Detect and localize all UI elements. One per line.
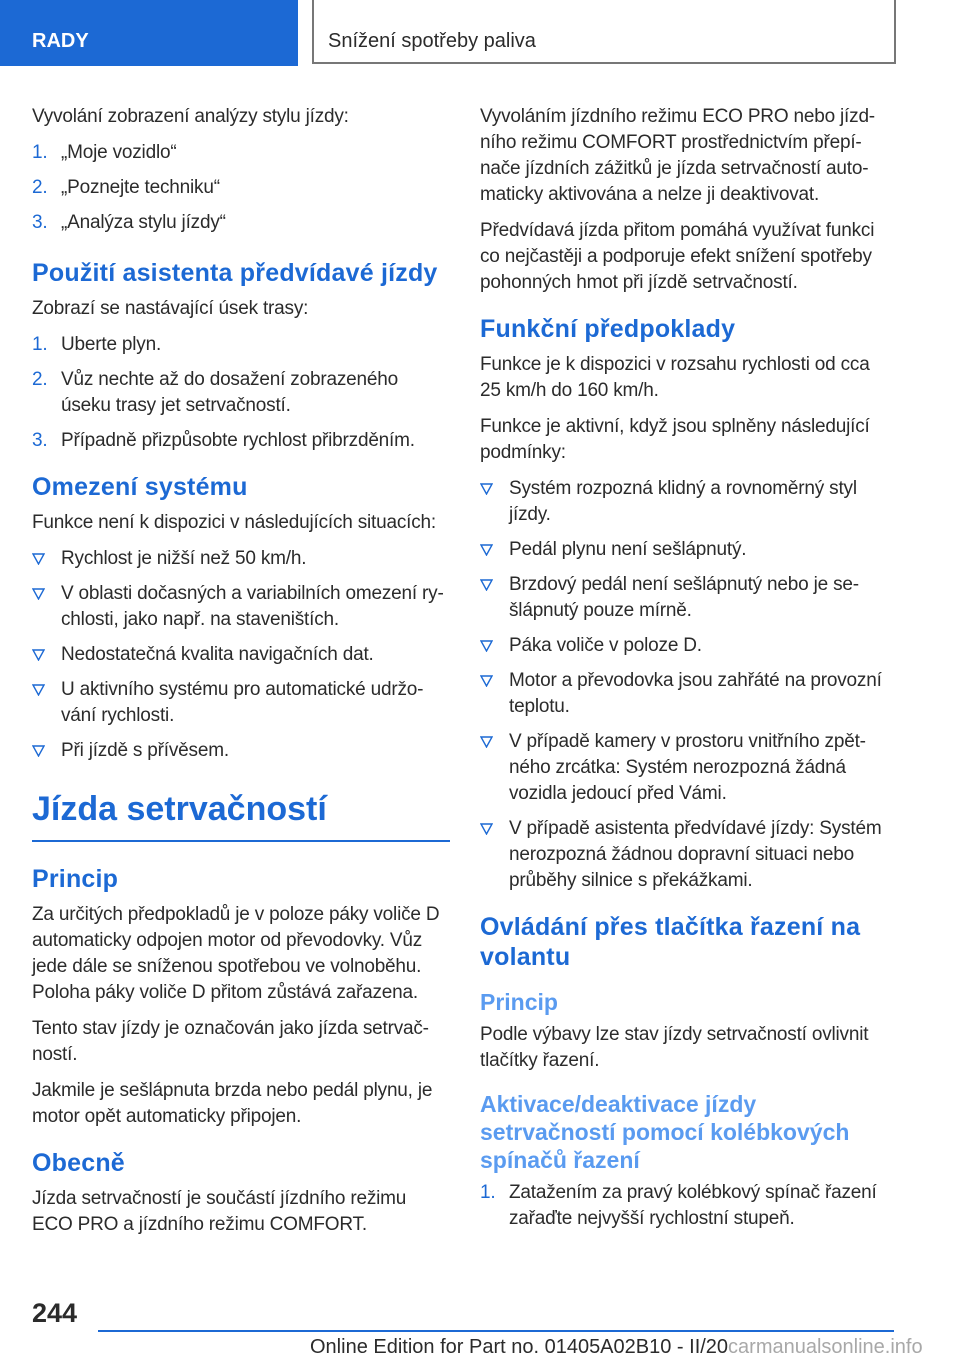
list-item [480, 1180, 892, 1232]
edition-text: Online Edition for Part no. 01405A02B10 - II/20 [310, 1336, 729, 1358]
list-item: Páka voliče v poloze D. [480, 633, 892, 659]
step-number: 1. [480, 1182, 496, 1203]
princip-paragraph-2: Tento stav jízdy je označován jako jízda setrvač‐ ností. [32, 1018, 429, 1065]
heading-ovladani: Ovládání přes tlačítka řazení na volantu [480, 913, 861, 971]
list-item: Motor a převodovka jsou zahřáté na provozní teplotu. [480, 668, 892, 720]
asistent-steps-list [32, 332, 450, 454]
list-item: Rychlost je nižší než 50 km/h. [32, 546, 450, 572]
list-item: Pedál plynu není sešlápnutý. [480, 537, 892, 563]
list-item [32, 367, 450, 419]
section-heading-jizda: Jízda setrvačností [32, 786, 450, 842]
step-text: Případně přizpůsobte rychlost přibrzděním. [61, 430, 415, 451]
page-number: 244 [32, 1298, 78, 1328]
list-item [32, 210, 450, 236]
page-header [0, 0, 960, 66]
predvidava-paragraph: Předvídavá jízda přitom pomáhá využívat funkci co nejčastěji a podporuje efekt snížení spotřeby pohonných hmot při jízdě setrvačností. [480, 220, 875, 293]
heading-predpoklady: Funkční předpoklady [480, 315, 736, 343]
section-tab[interactable]: RADY [0, 0, 298, 66]
heading-omezeni: Omezení systému [32, 473, 248, 501]
princip-paragraph-3: Jakmile je sešlápnuta brzda nebo pedál plynu, je motor opět automaticky připojen. [32, 1080, 433, 1127]
step-number: 3. [32, 212, 48, 233]
step-number: 2. [32, 369, 48, 390]
list-item: Nedostatečná kvalita navigačních dat. [32, 642, 450, 668]
triangle-bullet-icon [32, 553, 45, 565]
step-text: „Moje vozidlo“ [61, 142, 177, 163]
step-text: „Poznejte techniku“ [61, 177, 220, 198]
triangle-bullet-icon [480, 544, 493, 556]
step-number: 2. [32, 177, 48, 198]
step-number: 1. [32, 334, 48, 355]
triangle-bullet-icon [32, 649, 45, 661]
asistent-paragraph: Zobrazí se nastávající úsek trasy: [32, 298, 309, 319]
obecne-paragraph: Jízda setrvačností je součástí jízdního režimu ECO PRO a jízdního režimu COMFORT. [32, 1188, 407, 1235]
footer-divider [98, 1330, 894, 1332]
heading-princip: Princip [32, 865, 119, 893]
eco-pro-paragraph: Vyvoláním jízdního režimu ECO PRO nebo jízd‐ ního režimu COMFORT prostřednictvím přepí‐ nače jízdních zážitků je jízda setrvačností auto‐ maticky aktivována a nelze ji deaktivovat. [480, 106, 875, 205]
omezeni-bullet-list [32, 546, 450, 764]
aktivace-steps-list [480, 1180, 892, 1232]
subheading-aktivace: Aktivace/deaktivace jízdy setrvačností pomocí kolébkových spínačů řazení [480, 1091, 850, 1173]
step-number: 1. [32, 142, 48, 163]
princip-paragraph-1: Za určitých předpokladů je v poloze páky voliče D automaticky odpojen motor od převodovky. Vůz jede dále se sníženou spotřebou ve volnoběhu. Poloha páky voliče D přitom zůstává zařazena. [32, 904, 440, 1003]
chapter-title: Snížení spotřeby paliva [312, 0, 896, 64]
triangle-bullet-icon [480, 675, 493, 687]
list-item: V případě asistenta předvídavé jízdy: Systém nerozpozná žádnou dopravní situaci nebo průběhy silnice s překážkami. [480, 816, 892, 894]
step-text: „Analýza stylu jízdy“ [61, 212, 226, 233]
list-item [32, 175, 450, 201]
vybava-paragraph: Podle výbavy lze stav jízdy setrvačností ovlivnit tlačítky řazení. [480, 1024, 869, 1071]
triangle-bullet-icon [32, 684, 45, 696]
left-column [32, 104, 450, 1248]
triangle-bullet-icon [480, 640, 493, 652]
speed-range-paragraph: Funkce je k dispozici v rozsahu rychlosti od cca 25 km/h do 160 km/h. [480, 354, 870, 401]
menu-steps-list [32, 140, 450, 236]
list-item: U aktivního systému pro automatické udržo‐ vání rychlosti. [32, 677, 450, 729]
list-item: Systém rozpozná klidný a rovnoměrný styl jízdy. [480, 476, 892, 528]
footer-edition [310, 1336, 923, 1359]
intro-paragraph: Vyvolání zobrazení analýzy stylu jízdy: [32, 106, 349, 127]
triangle-bullet-icon [480, 823, 493, 835]
conditions-bullet-list [480, 476, 892, 894]
step-number: 3. [32, 430, 48, 451]
step-text: Uberte plyn. [61, 334, 162, 355]
step-text: Zatažením za pravý kolébkový spínač řazení zařaďte nejvyšší rychlostní stupeň. [509, 1182, 877, 1229]
step-text: Vůz nechte až do dosažení zobrazeného úseku trasy jet setrvačností. [61, 369, 398, 416]
list-item: Při jízdě s přívěsem. [32, 738, 450, 764]
subheading-princip: Princip [480, 989, 558, 1015]
triangle-bullet-icon [32, 588, 45, 600]
triangle-bullet-icon [32, 745, 45, 757]
heading-obecne: Obecně [32, 1149, 125, 1177]
list-item: V oblasti dočasných a variabilních omezení ry‐ chlosti, jako např. na staveništích. [32, 581, 450, 633]
heading-asistent: Použití asistenta předvídavé jízdy [32, 259, 438, 287]
list-item [32, 140, 450, 166]
omezeni-paragraph: Funkce není k dispozici v následujících situacích: [32, 512, 436, 533]
list-item: V případě kamery v prostoru vnitřního zpět‐ ného zrcátka: Systém nerozpozná žádná vozidla jedoucí před Vámi. [480, 729, 892, 807]
list-item [32, 332, 450, 358]
triangle-bullet-icon [480, 483, 493, 495]
triangle-bullet-icon [480, 736, 493, 748]
list-item [32, 428, 450, 454]
list-item: Brzdový pedál není sešlápnutý nebo je se‐ šlápnutý pouze mírně. [480, 572, 892, 624]
right-column [480, 104, 892, 1241]
triangle-bullet-icon [480, 579, 493, 591]
watermark-text[interactable]: carmanualsonline.info [728, 1336, 923, 1358]
conditions-paragraph: Funkce je aktivní, když jsou splněny následující podmínky: [480, 416, 870, 463]
